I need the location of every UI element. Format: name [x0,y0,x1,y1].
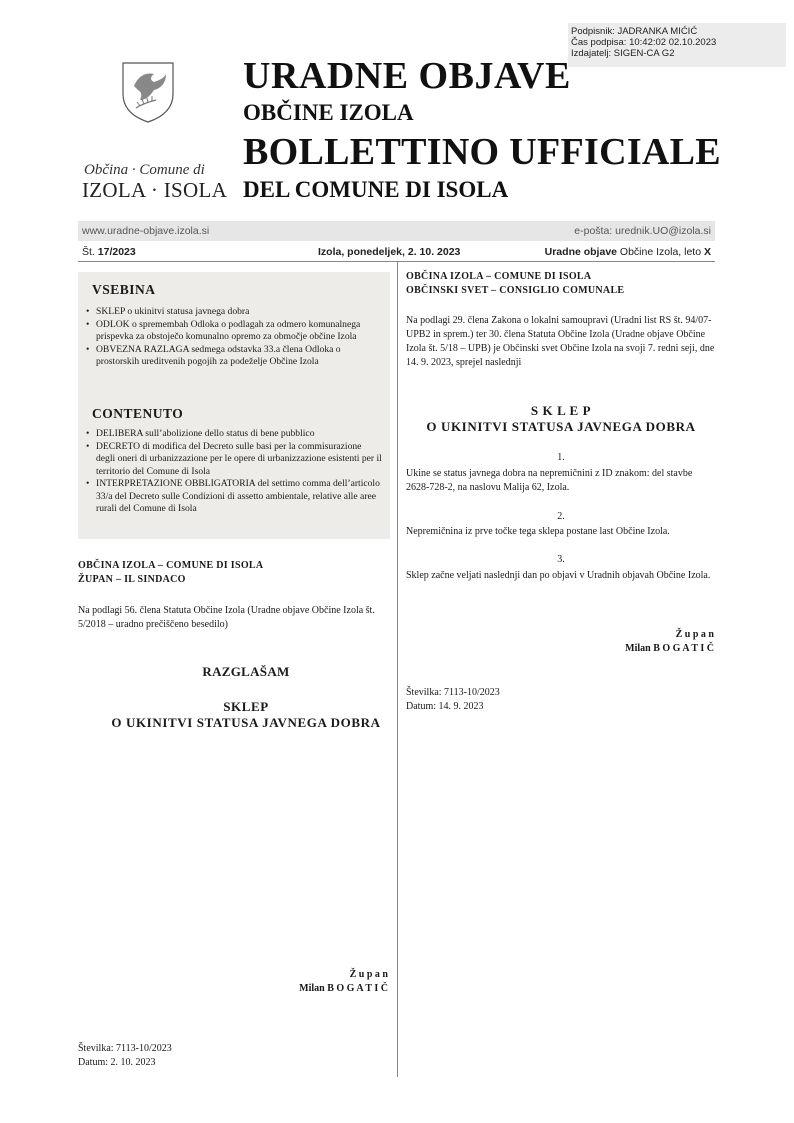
title-italian: BOLLETTINO UFFICIALE [243,131,721,173]
subtitle-slovene: OBČINE IZOLA [243,100,414,125]
contact-bar [78,221,715,241]
toc-list-slovene [82,306,382,369]
email-link[interactable]: e-pošta: urednik.UO@izola.si [574,225,711,237]
issue-date: Izola, ponedeljek, 2. 10. 2023 [318,246,461,258]
left-ref-date: Datum: 2. 10. 2023 [78,1057,156,1068]
subtitle-italian: DEL COMUNE DI ISOLA [243,177,509,202]
municipality-name: IZOLA · ISOLA [82,178,228,202]
website-link[interactable]: www.uradne-objave.izola.si [82,225,210,237]
article-3-number: 3. [557,554,565,565]
left-mayor-name: Milan B O G A T I Č [299,983,388,994]
right-reference [406,686,706,714]
left-intro: Na podlagi 56. člena Statuta Občine Izola (Uradne objave Občine Izola št. 5/2018 – uradno prečiščeno besedilo) [78,605,375,630]
left-title-line2: O UKINITVI STATUSA JAVNEGA DOBRA [111,715,381,730]
right-intro: Na podlagi 29. člena Zakona o lokalni samoupravi (Uradni list RS št. 94/07-UPB2 in sprem.) ter 30. člena Statuta Občine Izola (Uradne objave Občine Izola št. 5/18 – UPB) je Občinski svet Občine Izola na svoji 7. redni seji, dne 14. 9. 2023, sprejel naslednji [406,315,715,368]
signature-time-line: Čas podpisa: 10:42:02 02.10.2023 [571,37,717,48]
right-title-line1: S K L E P [530,403,592,418]
right-ref-date: Datum: 14. 9. 2023 [406,701,484,712]
right-title [406,403,716,435]
issue-number-label: Št. [82,246,95,258]
proclamation-heading: RAZGLAŠAM [202,664,290,679]
toc-item[interactable]: • DECRETO di modifica del Decreto sulle basi per la commisurazione degli oneri di urbanizzazione per le opere di urbanizzazione esistenti per il territorio del Comune di Isola [82,441,382,479]
left-org-line2: ŽUPAN – IL SINDACO [78,574,186,585]
publication-rest: Občine Izola, leto [619,246,702,258]
article-3-text: Sklep začne veljati naslednji dan po objavi v Uradnih objavah Občine Izola. [406,570,711,581]
right-mayor-title: Ž u p a n [675,629,714,640]
left-title [78,699,414,731]
issue-info-line [78,244,715,260]
issuer-line: Izdajatelj: SIGEN-CA G2 [571,48,675,59]
toc-item[interactable]: • SKLEP o ukinitvi statusa javnega dobra [82,306,382,319]
toc-item[interactable]: • DELIBERA sull’abolizione dello status di bene pubblico [82,428,382,441]
toc-heading-italian: CONTENUTO [92,406,184,421]
article-1-text: Ukine se status javnega dobra na nepremičnini z ID znakom: del stavbe 2628-728-2, na naslovu Malija 62, Izola. [406,468,693,493]
article-2-number: 2. [557,511,565,522]
title-slovene: URADNE OBJAVE [243,55,571,97]
right-mayor-name: Milan B O G A T I Č [625,643,714,654]
coat-of-arms-icon [120,60,176,124]
article-1-number: 1. [557,452,565,463]
left-title-line1: SKLEP [223,699,269,714]
toc-item[interactable]: • INTERPRETAZIONE OBBLIGATORIA del settimo comma dell’articolo 33/a del Decreto sulle Condizioni di assetto ambientale, relative alle aree rurali del Comune di Isola [82,478,382,516]
right-org-heading [406,270,716,298]
toc-item[interactable]: • OBVEZNA RAZLAGA sedmega odstavka 33.a člena Odloka o prostorskih ureditvenih pogojih za podeželje Občine Izola [82,344,382,369]
right-org-line2: OBČINSKI SVET – CONSIGLIO COMUNALE [406,285,625,296]
left-mayor-title: Ž u p a n [349,969,388,980]
digital-signature-box [568,23,786,67]
toc-heading-slovene: VSEBINA [92,282,156,297]
right-ref-number: Številka: 7113-10/2023 [406,687,500,698]
left-ref-number: Številka: 7113-10/2023 [78,1043,172,1054]
toc-item[interactable]: • ODLOK o spremembah Odloka o podlagah za odmero komunalnega prispevka za obstoječo komunalno opremo za območje občine Izola [82,319,382,344]
left-mayor-signature [200,968,388,996]
left-reference [78,1042,378,1070]
publication-year [545,244,711,260]
right-title-line2: O UKINITVI STATUSA JAVNEGA DOBRA [426,419,696,434]
signer-line: Podpisnik: JADRANKA MIĆIĆ [571,26,698,37]
municipality-name-italic: Občina · Comune di [84,162,205,178]
issue-number [82,244,136,260]
publication-name: Uradne objave [544,246,617,258]
right-mayor-signature [520,628,714,656]
toc-list-italian [82,428,382,516]
left-org-heading [78,559,390,587]
table-of-contents [78,272,390,539]
issue-number-value: 17/2023 [97,246,136,258]
right-org-line1: OBČINA IZOLA – COMUNE DI ISOLA [406,271,592,282]
left-org-line1: OBČINA IZOLA – COMUNE DI ISOLA [78,560,264,571]
article-2-text: Nepremičnina iz prve točke tega sklepa postane last Občine Izola. [406,526,670,537]
publication-year-roman: X [703,246,711,258]
